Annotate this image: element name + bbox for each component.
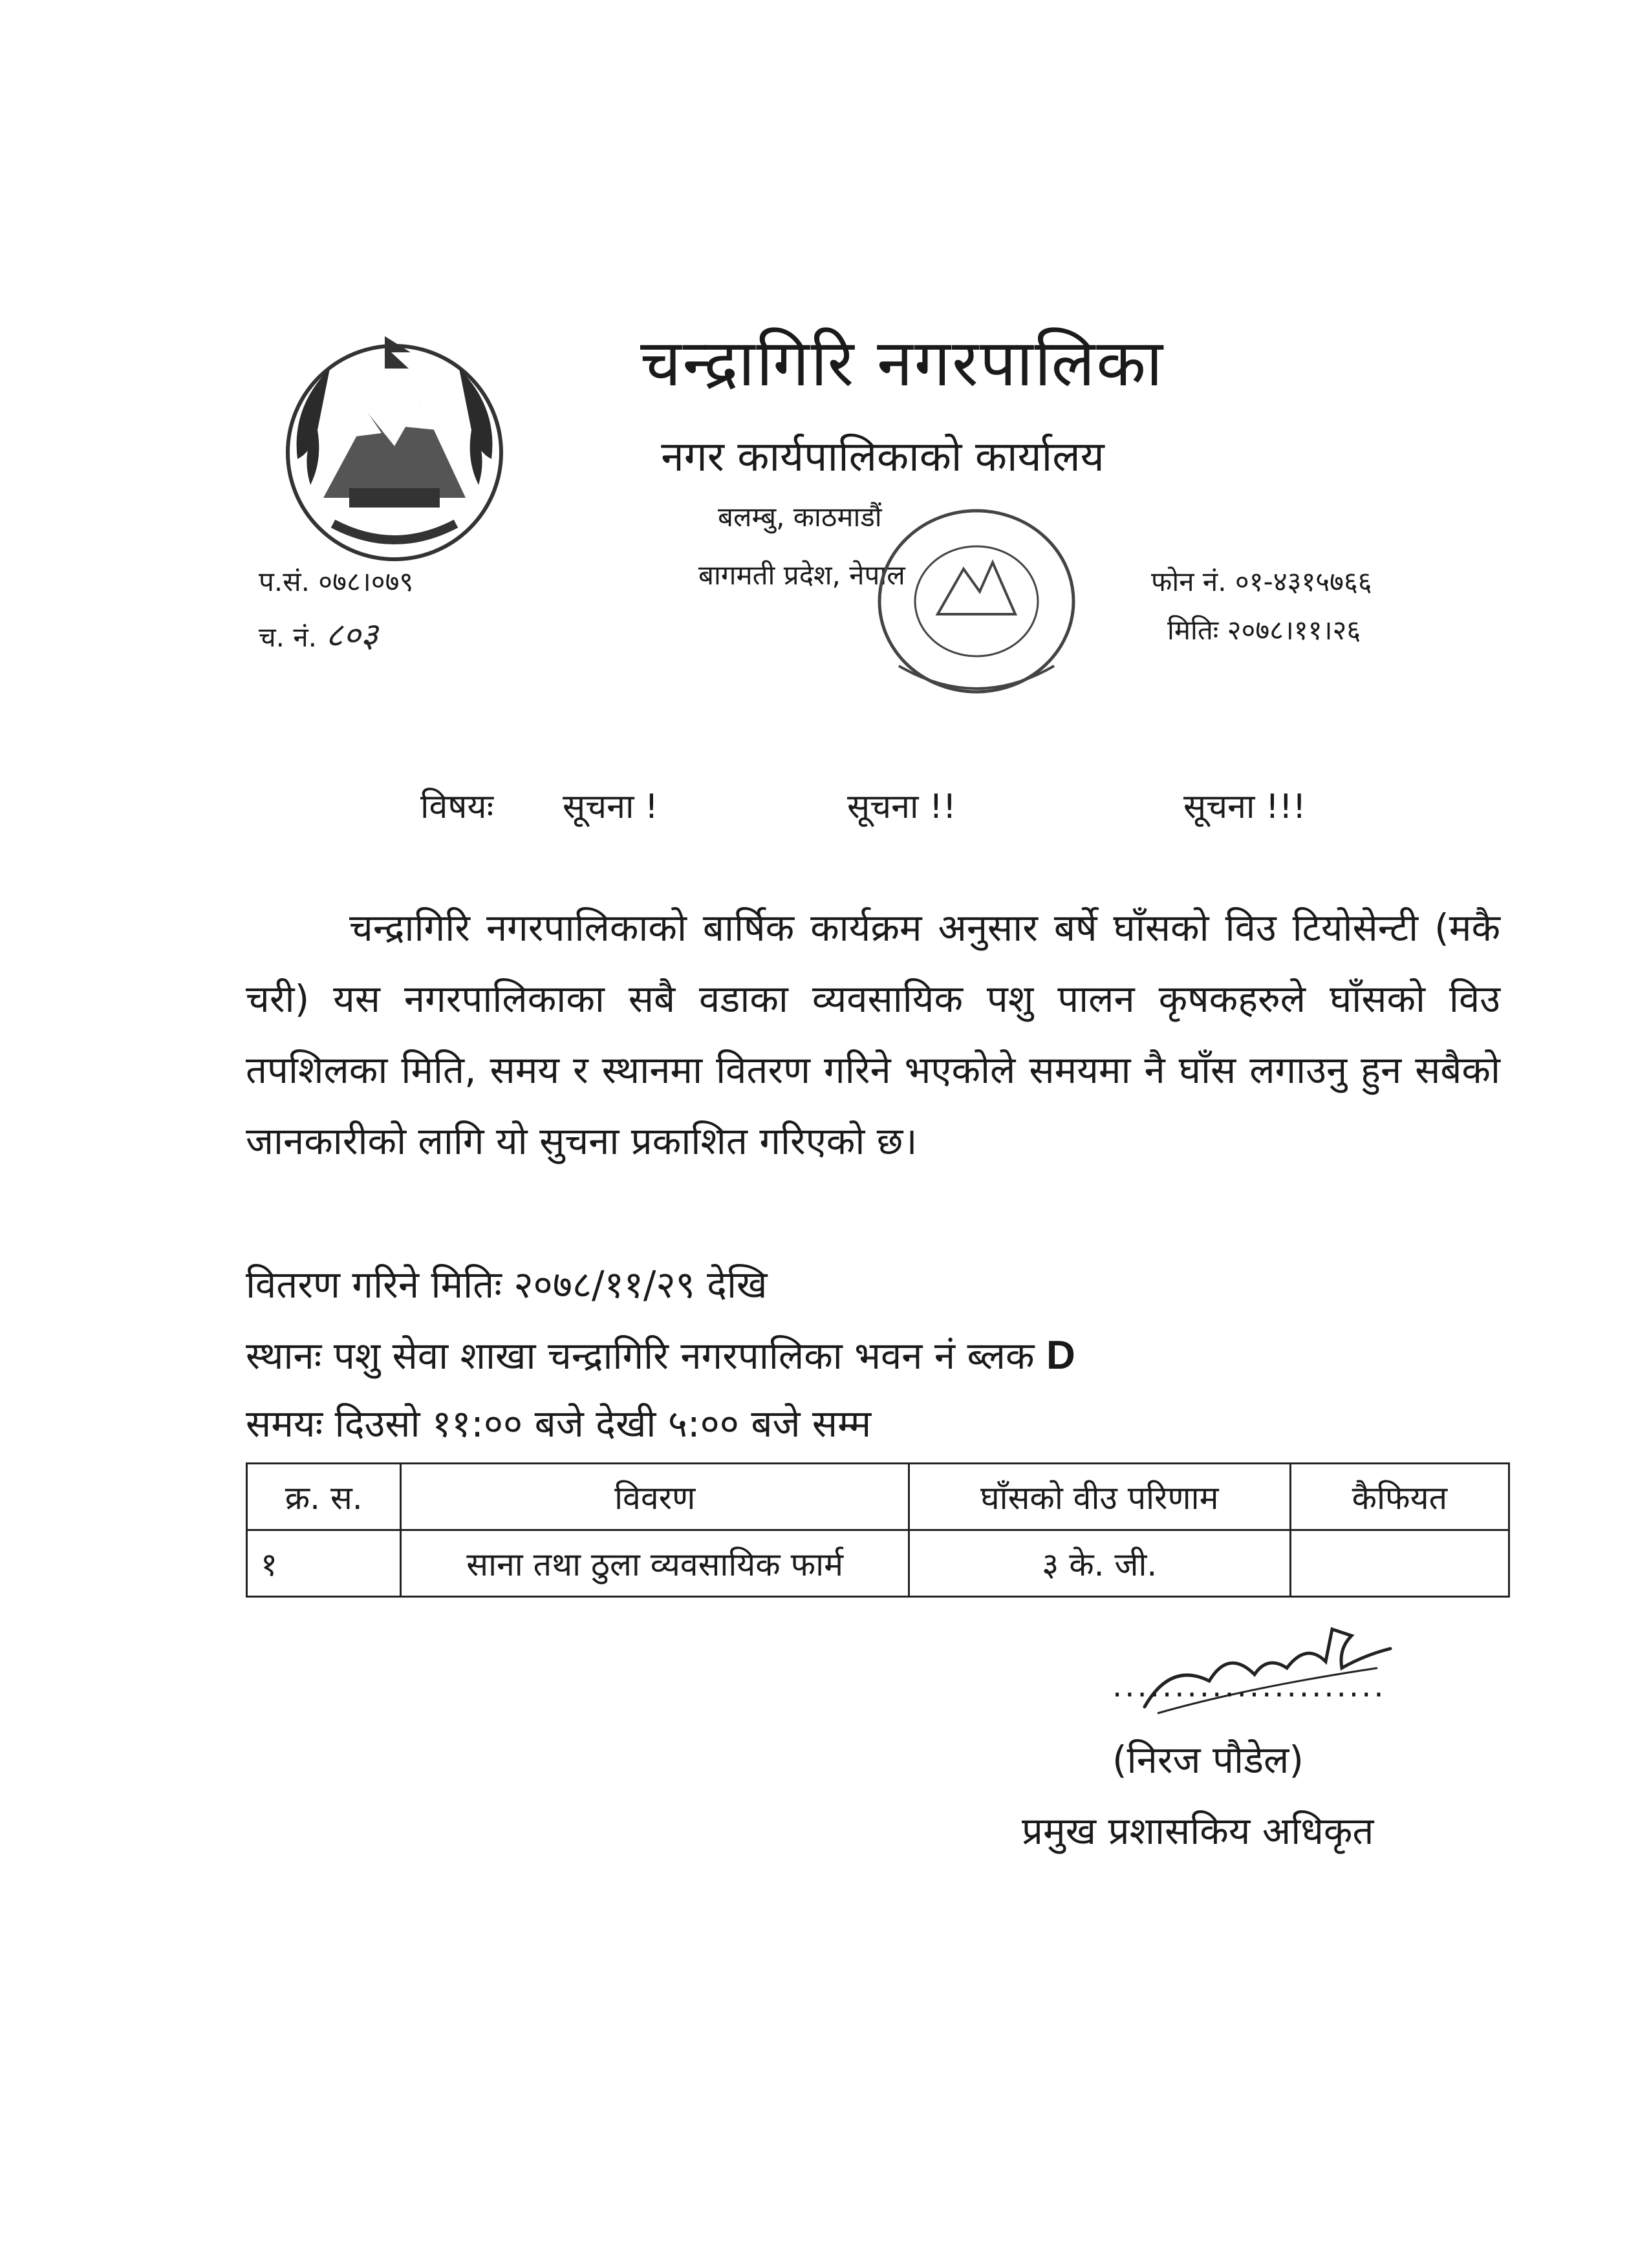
header-serial: क्र. स. — [247, 1464, 401, 1530]
address-line1: बलम्बु, काठमाडौं — [718, 501, 882, 533]
office-subtitle: नगर कार्यपालिकाको कार्यालय — [661, 433, 1105, 481]
header-quantity: घाँसको वीउ परिणाम — [909, 1464, 1290, 1530]
location-block: D — [1046, 1333, 1075, 1378]
distribution-location — [246, 1329, 1075, 1380]
notice-paragraph: चन्द्रागिरि नगरपालिकाको बार्षिक कार्यक्रम अनुसार बर्षे घाँसको विउ टियोसेन्टी (मकै चरी) यस नगरपालिकाका सबै वडाका व्यवसायिक पशु पालन कृषकहरुले घाँसको विउ तपशिलका मिति, समय र स्थानमा वितरण गरिने भएकोले समयमा नै घाँस लगाउनु हुन सबैको जानकारीको लागि यो सुचना प्रकाशित गरिएको छ। — [246, 906, 1500, 1163]
subject-label: विषयः — [420, 787, 494, 826]
office-title: चन्द्रागिरि नगरपालिका — [640, 325, 1164, 401]
subject-notice-3: सूचना !!! — [1183, 787, 1306, 826]
table-header-row — [247, 1464, 1509, 1530]
signer-name: (निरज पौडेल) — [1112, 1738, 1304, 1782]
issue-date: मितिः २०७८।११।२६ — [1167, 614, 1361, 646]
cell-remarks — [1290, 1530, 1509, 1597]
dispatch-value: ८०३ — [325, 616, 378, 655]
reference-number: प.सं. ०७८।०७९ — [259, 566, 414, 597]
address-line2: बागमती प्रदेश, नेपाल — [698, 559, 905, 591]
subject-notice-1: सूचना ! — [563, 787, 658, 826]
subject-notice-2: सूचना !! — [847, 787, 956, 826]
header-remarks: कैफियत — [1290, 1464, 1509, 1530]
location-text: स्थानः पशु सेवा शाखा चन्द्रागिरि नगरपालिका भवन नं ब्लक — [246, 1334, 1035, 1378]
distribution-time: समयः दिउसो ११:०० बजे देखी ५:०० बजे सम्म — [246, 1402, 872, 1446]
phone-number: फोन नं. ०१-४३१५७६६ — [1151, 566, 1372, 597]
signer-title: प्रमुख प्रशासकिय अधिकृत — [1022, 1809, 1374, 1853]
cell-quantity: ३ के. जी. — [909, 1530, 1290, 1597]
cell-description: साना तथा ठुला व्यवसायिक फार्म — [401, 1530, 909, 1597]
dispatch-label: च. नं. — [259, 621, 318, 653]
table-row — [247, 1530, 1509, 1597]
header-description: विवरण — [401, 1464, 909, 1530]
distribution-date: वितरण गरिने मितिः २०७८/११/२९ देखि — [246, 1263, 768, 1307]
cell-serial: १ — [247, 1530, 401, 1597]
dispatch-number — [259, 611, 378, 657]
office-stamp-icon — [841, 504, 1112, 718]
signature-dots: ...................... — [1112, 1668, 1386, 1704]
distribution-table — [246, 1462, 1510, 1598]
